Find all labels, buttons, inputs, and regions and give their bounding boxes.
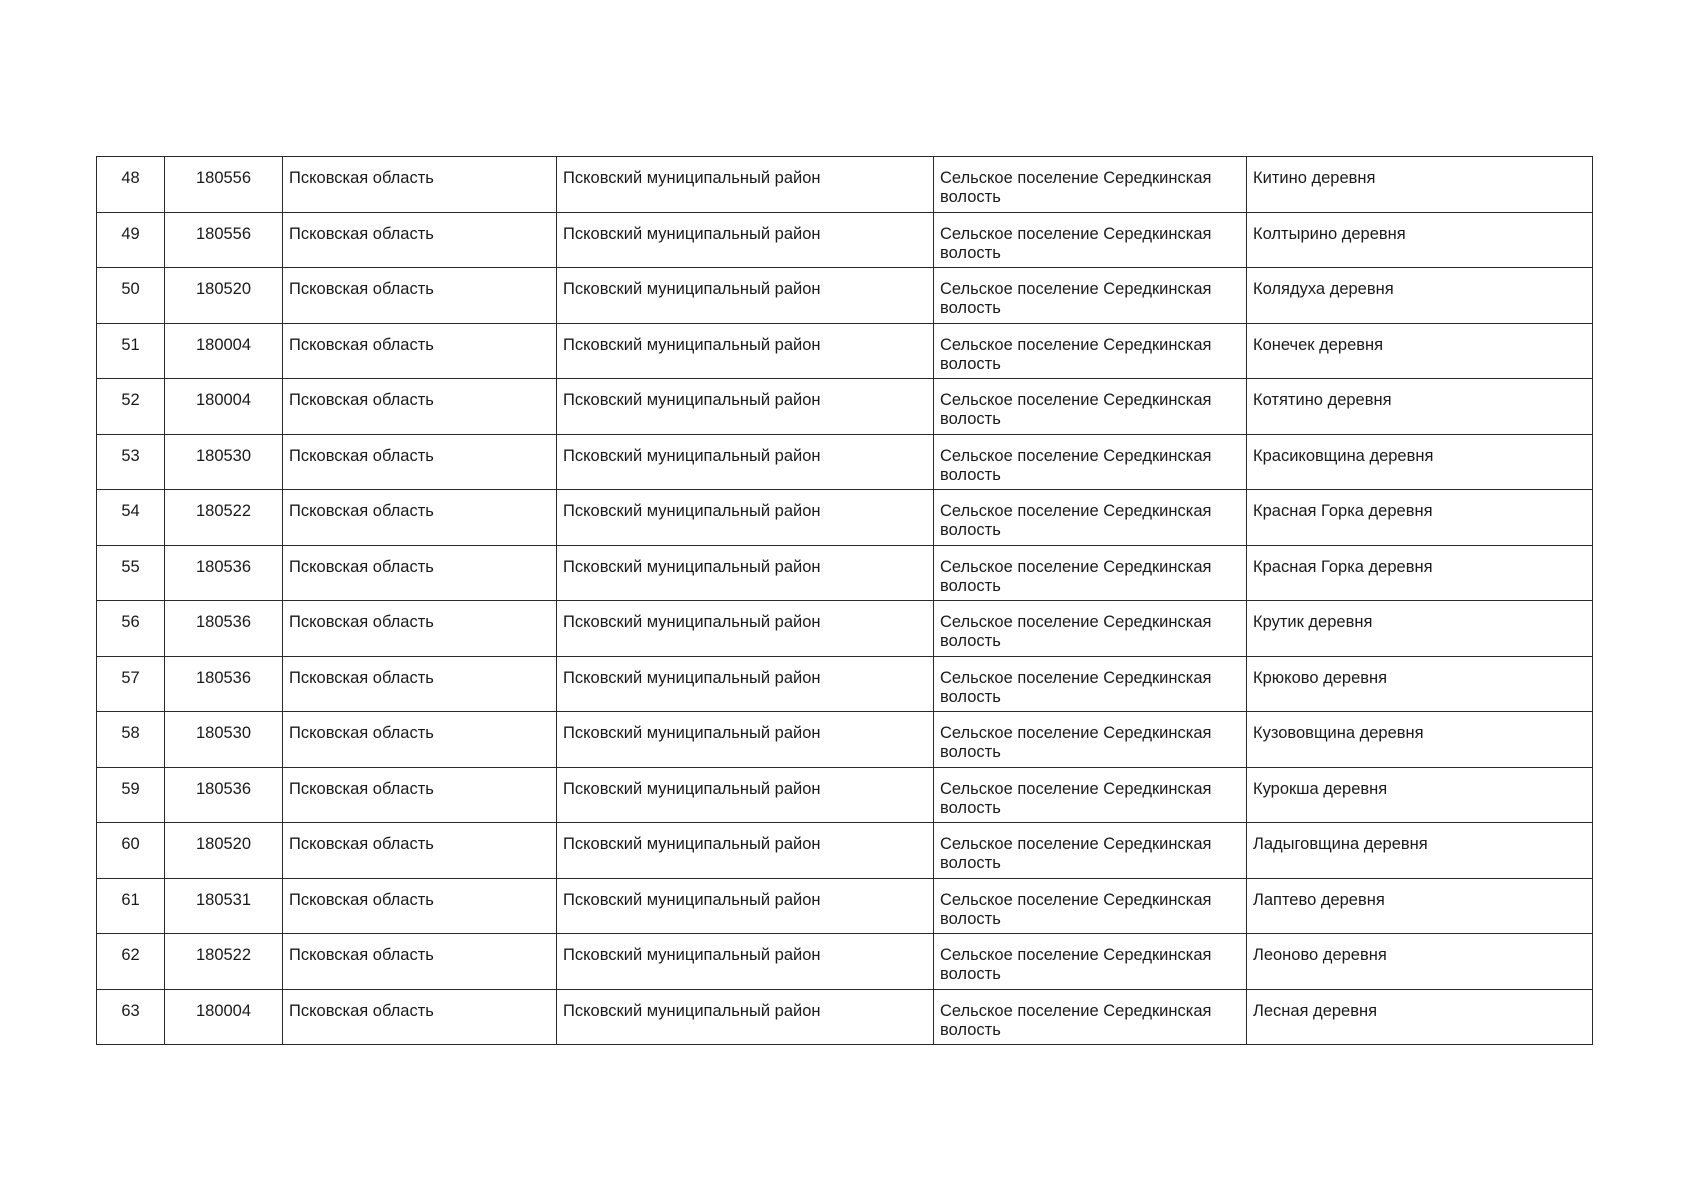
row-number-cell: 55 bbox=[97, 545, 165, 601]
settlements-table bbox=[96, 156, 1593, 1045]
region-cell: Псковская область bbox=[283, 934, 557, 990]
locality-cell: Конечек деревня bbox=[1247, 323, 1593, 379]
postcode-cell: 180004 bbox=[165, 989, 283, 1045]
row-number-cell: 52 bbox=[97, 379, 165, 435]
region-cell: Псковская область bbox=[283, 989, 557, 1045]
row-number-cell: 57 bbox=[97, 656, 165, 712]
district-cell: Псковский муниципальный район bbox=[557, 323, 934, 379]
postcode-cell: 180004 bbox=[165, 379, 283, 435]
row-number-cell: 54 bbox=[97, 490, 165, 546]
postcode-cell: 180004 bbox=[165, 323, 283, 379]
row-number-cell: 59 bbox=[97, 767, 165, 823]
locality-cell: Крюково деревня bbox=[1247, 656, 1593, 712]
locality-cell: Лесная деревня bbox=[1247, 989, 1593, 1045]
district-cell: Псковский муниципальный район bbox=[557, 379, 934, 435]
table-row bbox=[97, 157, 1593, 213]
row-number-cell: 49 bbox=[97, 212, 165, 268]
table-row bbox=[97, 934, 1593, 990]
district-cell: Псковский муниципальный район bbox=[557, 157, 934, 213]
table-row bbox=[97, 212, 1593, 268]
table-row bbox=[97, 323, 1593, 379]
district-cell: Псковский муниципальный район bbox=[557, 767, 934, 823]
postcode-cell: 180522 bbox=[165, 934, 283, 990]
settlement-cell: Сельское поселение Середкинская волость bbox=[934, 989, 1247, 1045]
row-number-cell: 61 bbox=[97, 878, 165, 934]
locality-cell: Красная Горка деревня bbox=[1247, 490, 1593, 546]
district-cell: Псковский муниципальный район bbox=[557, 823, 934, 879]
postcode-cell: 180531 bbox=[165, 878, 283, 934]
postcode-cell: 180530 bbox=[165, 434, 283, 490]
table-row bbox=[97, 767, 1593, 823]
locality-cell: Колядуха деревня bbox=[1247, 268, 1593, 324]
district-cell: Псковский муниципальный район bbox=[557, 490, 934, 546]
locality-cell: Котятино деревня bbox=[1247, 379, 1593, 435]
district-cell: Псковский муниципальный район bbox=[557, 989, 934, 1045]
region-cell: Псковская область bbox=[283, 490, 557, 546]
region-cell: Псковская область bbox=[283, 545, 557, 601]
settlement-cell: Сельское поселение Середкинская волость bbox=[934, 379, 1247, 435]
locality-cell: Китино деревня bbox=[1247, 157, 1593, 213]
row-number-cell: 62 bbox=[97, 934, 165, 990]
district-cell: Псковский муниципальный район bbox=[557, 434, 934, 490]
table-row bbox=[97, 434, 1593, 490]
table-row bbox=[97, 712, 1593, 768]
postcode-cell: 180536 bbox=[165, 545, 283, 601]
district-cell: Псковский муниципальный район bbox=[557, 656, 934, 712]
postcode-cell: 180520 bbox=[165, 823, 283, 879]
table-row bbox=[97, 989, 1593, 1045]
postcode-cell: 180536 bbox=[165, 767, 283, 823]
region-cell: Псковская область bbox=[283, 767, 557, 823]
row-number-cell: 60 bbox=[97, 823, 165, 879]
postcode-cell: 180536 bbox=[165, 601, 283, 657]
region-cell: Псковская область bbox=[283, 712, 557, 768]
table-row bbox=[97, 656, 1593, 712]
locality-cell: Ладыговщина деревня bbox=[1247, 823, 1593, 879]
table-row bbox=[97, 878, 1593, 934]
postcode-cell: 180522 bbox=[165, 490, 283, 546]
settlement-cell: Сельское поселение Середкинская волость bbox=[934, 878, 1247, 934]
district-cell: Псковский муниципальный район bbox=[557, 545, 934, 601]
settlement-cell: Сельское поселение Середкинская волость bbox=[934, 767, 1247, 823]
table-row bbox=[97, 490, 1593, 546]
region-cell: Псковская область bbox=[283, 656, 557, 712]
locality-cell: Крутик деревня bbox=[1247, 601, 1593, 657]
postcode-cell: 180556 bbox=[165, 212, 283, 268]
settlement-cell: Сельское поселение Середкинская волость bbox=[934, 434, 1247, 490]
settlement-cell: Сельское поселение Середкинская волость bbox=[934, 712, 1247, 768]
settlement-cell: Сельское поселение Середкинская волость bbox=[934, 323, 1247, 379]
region-cell: Псковская область bbox=[283, 434, 557, 490]
row-number-cell: 58 bbox=[97, 712, 165, 768]
table-row bbox=[97, 268, 1593, 324]
settlement-cell: Сельское поселение Середкинская волость bbox=[934, 268, 1247, 324]
district-cell: Псковский муниципальный район bbox=[557, 601, 934, 657]
district-cell: Псковский муниципальный район bbox=[557, 268, 934, 324]
row-number-cell: 48 bbox=[97, 157, 165, 213]
locality-cell: Леоново деревня bbox=[1247, 934, 1593, 990]
region-cell: Псковская область bbox=[283, 212, 557, 268]
locality-cell: Колтырино деревня bbox=[1247, 212, 1593, 268]
postcode-cell: 180520 bbox=[165, 268, 283, 324]
locality-cell: Красиковщина деревня bbox=[1247, 434, 1593, 490]
row-number-cell: 63 bbox=[97, 989, 165, 1045]
settlement-cell: Сельское поселение Середкинская волость bbox=[934, 545, 1247, 601]
locality-cell: Красная Горка деревня bbox=[1247, 545, 1593, 601]
region-cell: Псковская область bbox=[283, 379, 557, 435]
district-cell: Псковский муниципальный район bbox=[557, 934, 934, 990]
postcode-cell: 180556 bbox=[165, 157, 283, 213]
region-cell: Псковская область bbox=[283, 268, 557, 324]
region-cell: Псковская область bbox=[283, 878, 557, 934]
table-body bbox=[97, 157, 1593, 1045]
settlement-cell: Сельское поселение Середкинская волость bbox=[934, 823, 1247, 879]
postcode-cell: 180530 bbox=[165, 712, 283, 768]
district-cell: Псковский муниципальный район bbox=[557, 878, 934, 934]
table-row bbox=[97, 823, 1593, 879]
settlement-cell: Сельское поселение Середкинская волость bbox=[934, 601, 1247, 657]
table-row bbox=[97, 601, 1593, 657]
postcode-cell: 180536 bbox=[165, 656, 283, 712]
row-number-cell: 56 bbox=[97, 601, 165, 657]
region-cell: Псковская область bbox=[283, 157, 557, 213]
settlement-cell: Сельское поселение Середкинская волость bbox=[934, 490, 1247, 546]
locality-cell: Курокша деревня bbox=[1247, 767, 1593, 823]
settlement-cell: Сельское поселение Середкинская волость bbox=[934, 934, 1247, 990]
region-cell: Псковская область bbox=[283, 601, 557, 657]
region-cell: Псковская область bbox=[283, 823, 557, 879]
locality-cell: Лаптево деревня bbox=[1247, 878, 1593, 934]
locality-cell: Кузововщина деревня bbox=[1247, 712, 1593, 768]
settlement-cell: Сельское поселение Середкинская волость bbox=[934, 157, 1247, 213]
settlement-cell: Сельское поселение Середкинская волость bbox=[934, 212, 1247, 268]
row-number-cell: 51 bbox=[97, 323, 165, 379]
district-cell: Псковский муниципальный район bbox=[557, 212, 934, 268]
table-row bbox=[97, 545, 1593, 601]
region-cell: Псковская область bbox=[283, 323, 557, 379]
row-number-cell: 50 bbox=[97, 268, 165, 324]
table-row bbox=[97, 379, 1593, 435]
district-cell: Псковский муниципальный район bbox=[557, 712, 934, 768]
settlement-cell: Сельское поселение Середкинская волость bbox=[934, 656, 1247, 712]
row-number-cell: 53 bbox=[97, 434, 165, 490]
